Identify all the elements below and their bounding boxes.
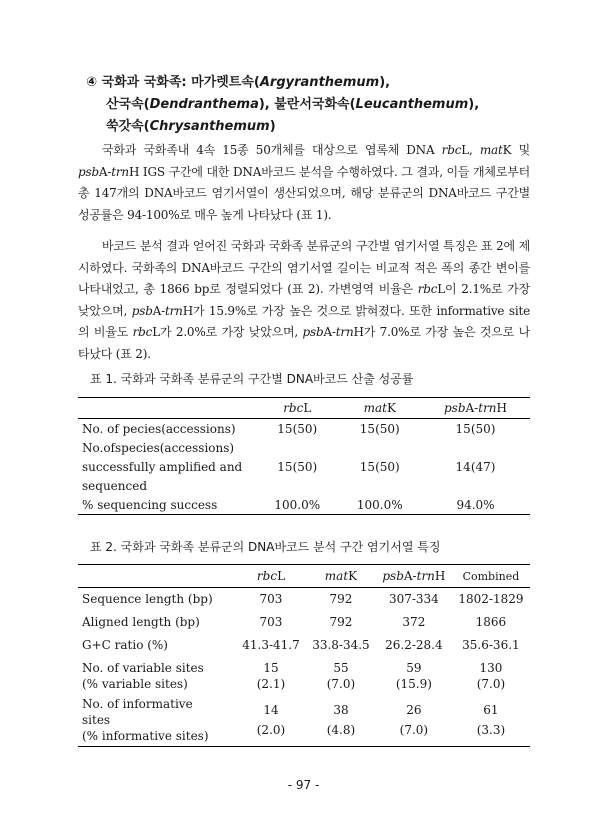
table-cell: 1866 bbox=[475, 614, 507, 629]
row-label: No.ofspecies(accessions) bbox=[82, 440, 235, 455]
table-header-psba-trnh: psbA-trnH bbox=[376, 565, 452, 588]
table-header-rbcl: rbcL bbox=[236, 565, 306, 588]
table-row bbox=[78, 657, 530, 695]
table-cell: 59 (15.9) bbox=[395, 660, 432, 691]
table-row bbox=[78, 457, 530, 476]
row-label: sequenced bbox=[82, 478, 148, 493]
table-cell: 15 (2.1) bbox=[256, 660, 286, 691]
table-cell: 14 (2.0) bbox=[236, 695, 306, 747]
table-row bbox=[78, 588, 530, 611]
table-header-matk: matK bbox=[306, 565, 376, 588]
table-row bbox=[78, 611, 530, 633]
table-cell: 792 bbox=[329, 592, 353, 607]
row-label bbox=[78, 657, 236, 695]
table-cell: 792 bbox=[329, 614, 353, 629]
section-heading bbox=[86, 72, 479, 138]
row-label: Sequence length (bp) bbox=[82, 592, 213, 607]
table-header-matk: matK bbox=[339, 398, 422, 419]
row-label-line: No. of variable sites bbox=[82, 660, 204, 675]
table-cell: 26.2-28.4 bbox=[385, 637, 443, 652]
table-cell: 35.6-36.1 bbox=[462, 637, 520, 652]
table-cell: 61 (3.3) bbox=[452, 695, 530, 747]
table-cell: 130 (7.0) bbox=[476, 660, 506, 691]
paragraph-1: 국화과 국화족내 4속 15종 50개체를 대상으로 엽록체 DNA rbcL, matK 및 psbA-trnH IGS 구간에 대한 DNA바코드 분석을 수행하였다. 그 결과, 이들 개체로부터 총 147개의 DNA바코드 염기서열이 생산되었으며, 해당 분류군의 DNA바코드 구간별 성공률은 94-100%로 매우 높게 나타났다 (표 1). bbox=[78, 143, 530, 222]
row-label-line: sites bbox=[82, 713, 111, 728]
table-cell: 94.0% bbox=[421, 495, 530, 515]
table-cell: 15(50) bbox=[359, 421, 400, 436]
row-label bbox=[78, 695, 236, 747]
table-cell: 703 bbox=[259, 592, 283, 607]
table-header-rbcl: rbcL bbox=[256, 398, 339, 419]
row-label: G+C ratio (%) bbox=[82, 637, 168, 652]
table-cell: 15(50) bbox=[277, 459, 318, 474]
table-1 bbox=[78, 397, 530, 515]
row-label-line: No. of informative bbox=[82, 697, 193, 712]
table-row bbox=[78, 695, 530, 747]
table-header-row bbox=[78, 565, 530, 588]
table-cell: 307-334 bbox=[388, 592, 439, 607]
table-header-empty bbox=[78, 565, 236, 588]
table-header-combined: Combined bbox=[452, 565, 530, 588]
heading-line-3: 쑥갓속(Chrysanthemum) bbox=[106, 119, 276, 134]
table-2 bbox=[78, 564, 530, 747]
row-label-line: (% variable sites) bbox=[82, 676, 188, 691]
table-cell: 15(50) bbox=[359, 459, 400, 474]
table-cell: 100.0% bbox=[256, 495, 339, 515]
table-cell: 15(50) bbox=[455, 421, 496, 436]
table-cell: 38 (4.8) bbox=[306, 695, 376, 747]
heading-line-1: ④ 국화과 국화족: 마가렛트속(Argyranthemum), bbox=[86, 75, 391, 90]
table-row bbox=[78, 476, 530, 495]
table-1-caption: 표 1. 국화과 국화족 분류군의 구간별 DNA바코드 산출 성공률 bbox=[90, 372, 414, 386]
row-label-line: (% informative sites) bbox=[82, 729, 209, 744]
table-cell: 14(47) bbox=[455, 459, 496, 474]
table-row bbox=[78, 633, 530, 657]
table-header-psba-trnh: psbA-trnH bbox=[421, 398, 530, 419]
table-cell: 15(50) bbox=[277, 421, 318, 436]
table-cell: 1802-1829 bbox=[458, 592, 524, 607]
table-row bbox=[78, 438, 530, 457]
table-cell: 372 bbox=[402, 614, 426, 629]
table-cell: 33.8-34.5 bbox=[312, 637, 370, 652]
paragraph-2: 바코드 분석 결과 얻어진 국화과 국화족 분류군의 구간별 염기서열 특징은 표 2에 제시하였다. 국화족의 DNA바코드 구간의 염기서열 길이는 비교적 적은 폭의 종간 변이를 나타내었고, 총 1866 bp로 정렬되었다 (표 2). 가변영역 비율은 rbcL이 2.1%로 가장 낮았으며, psbA-trnH가 15.9%로 가장 높은 것으로 밝혀졌다. 또한 informative site의 비율도 rbcL가 2.0%로 가장 낮았으며, psbA-trnH가 7.0%로 가장 높은 것으로 나타났다 (표 2). bbox=[78, 239, 530, 361]
table-header-empty bbox=[78, 398, 256, 419]
table-cell: 100.0% bbox=[339, 495, 422, 515]
row-label: successfully amplified and bbox=[82, 459, 243, 474]
table-cell: 703 bbox=[259, 614, 283, 629]
table-cell: 41.3-41.7 bbox=[242, 637, 300, 652]
table-header-row bbox=[78, 398, 530, 419]
table-row bbox=[78, 495, 530, 515]
row-label: Aligned length (bp) bbox=[82, 614, 200, 629]
page-number: - 97 - bbox=[287, 778, 320, 792]
table-cell: 55 (7.0) bbox=[326, 660, 356, 691]
table-2-caption: 표 2. 국화과 국화족 분류군의 DNA바코드 분석 구간 염기서열 특징 bbox=[90, 540, 441, 554]
heading-line-2: 산국속(Dendranthema), 불란서국화속(Leucanthemum), bbox=[106, 97, 480, 112]
table-cell: 26 (7.0) bbox=[376, 695, 452, 747]
row-label: % sequencing success bbox=[78, 495, 256, 515]
table-row bbox=[78, 419, 530, 439]
row-label: No. of pecies(accessions) bbox=[82, 421, 236, 436]
